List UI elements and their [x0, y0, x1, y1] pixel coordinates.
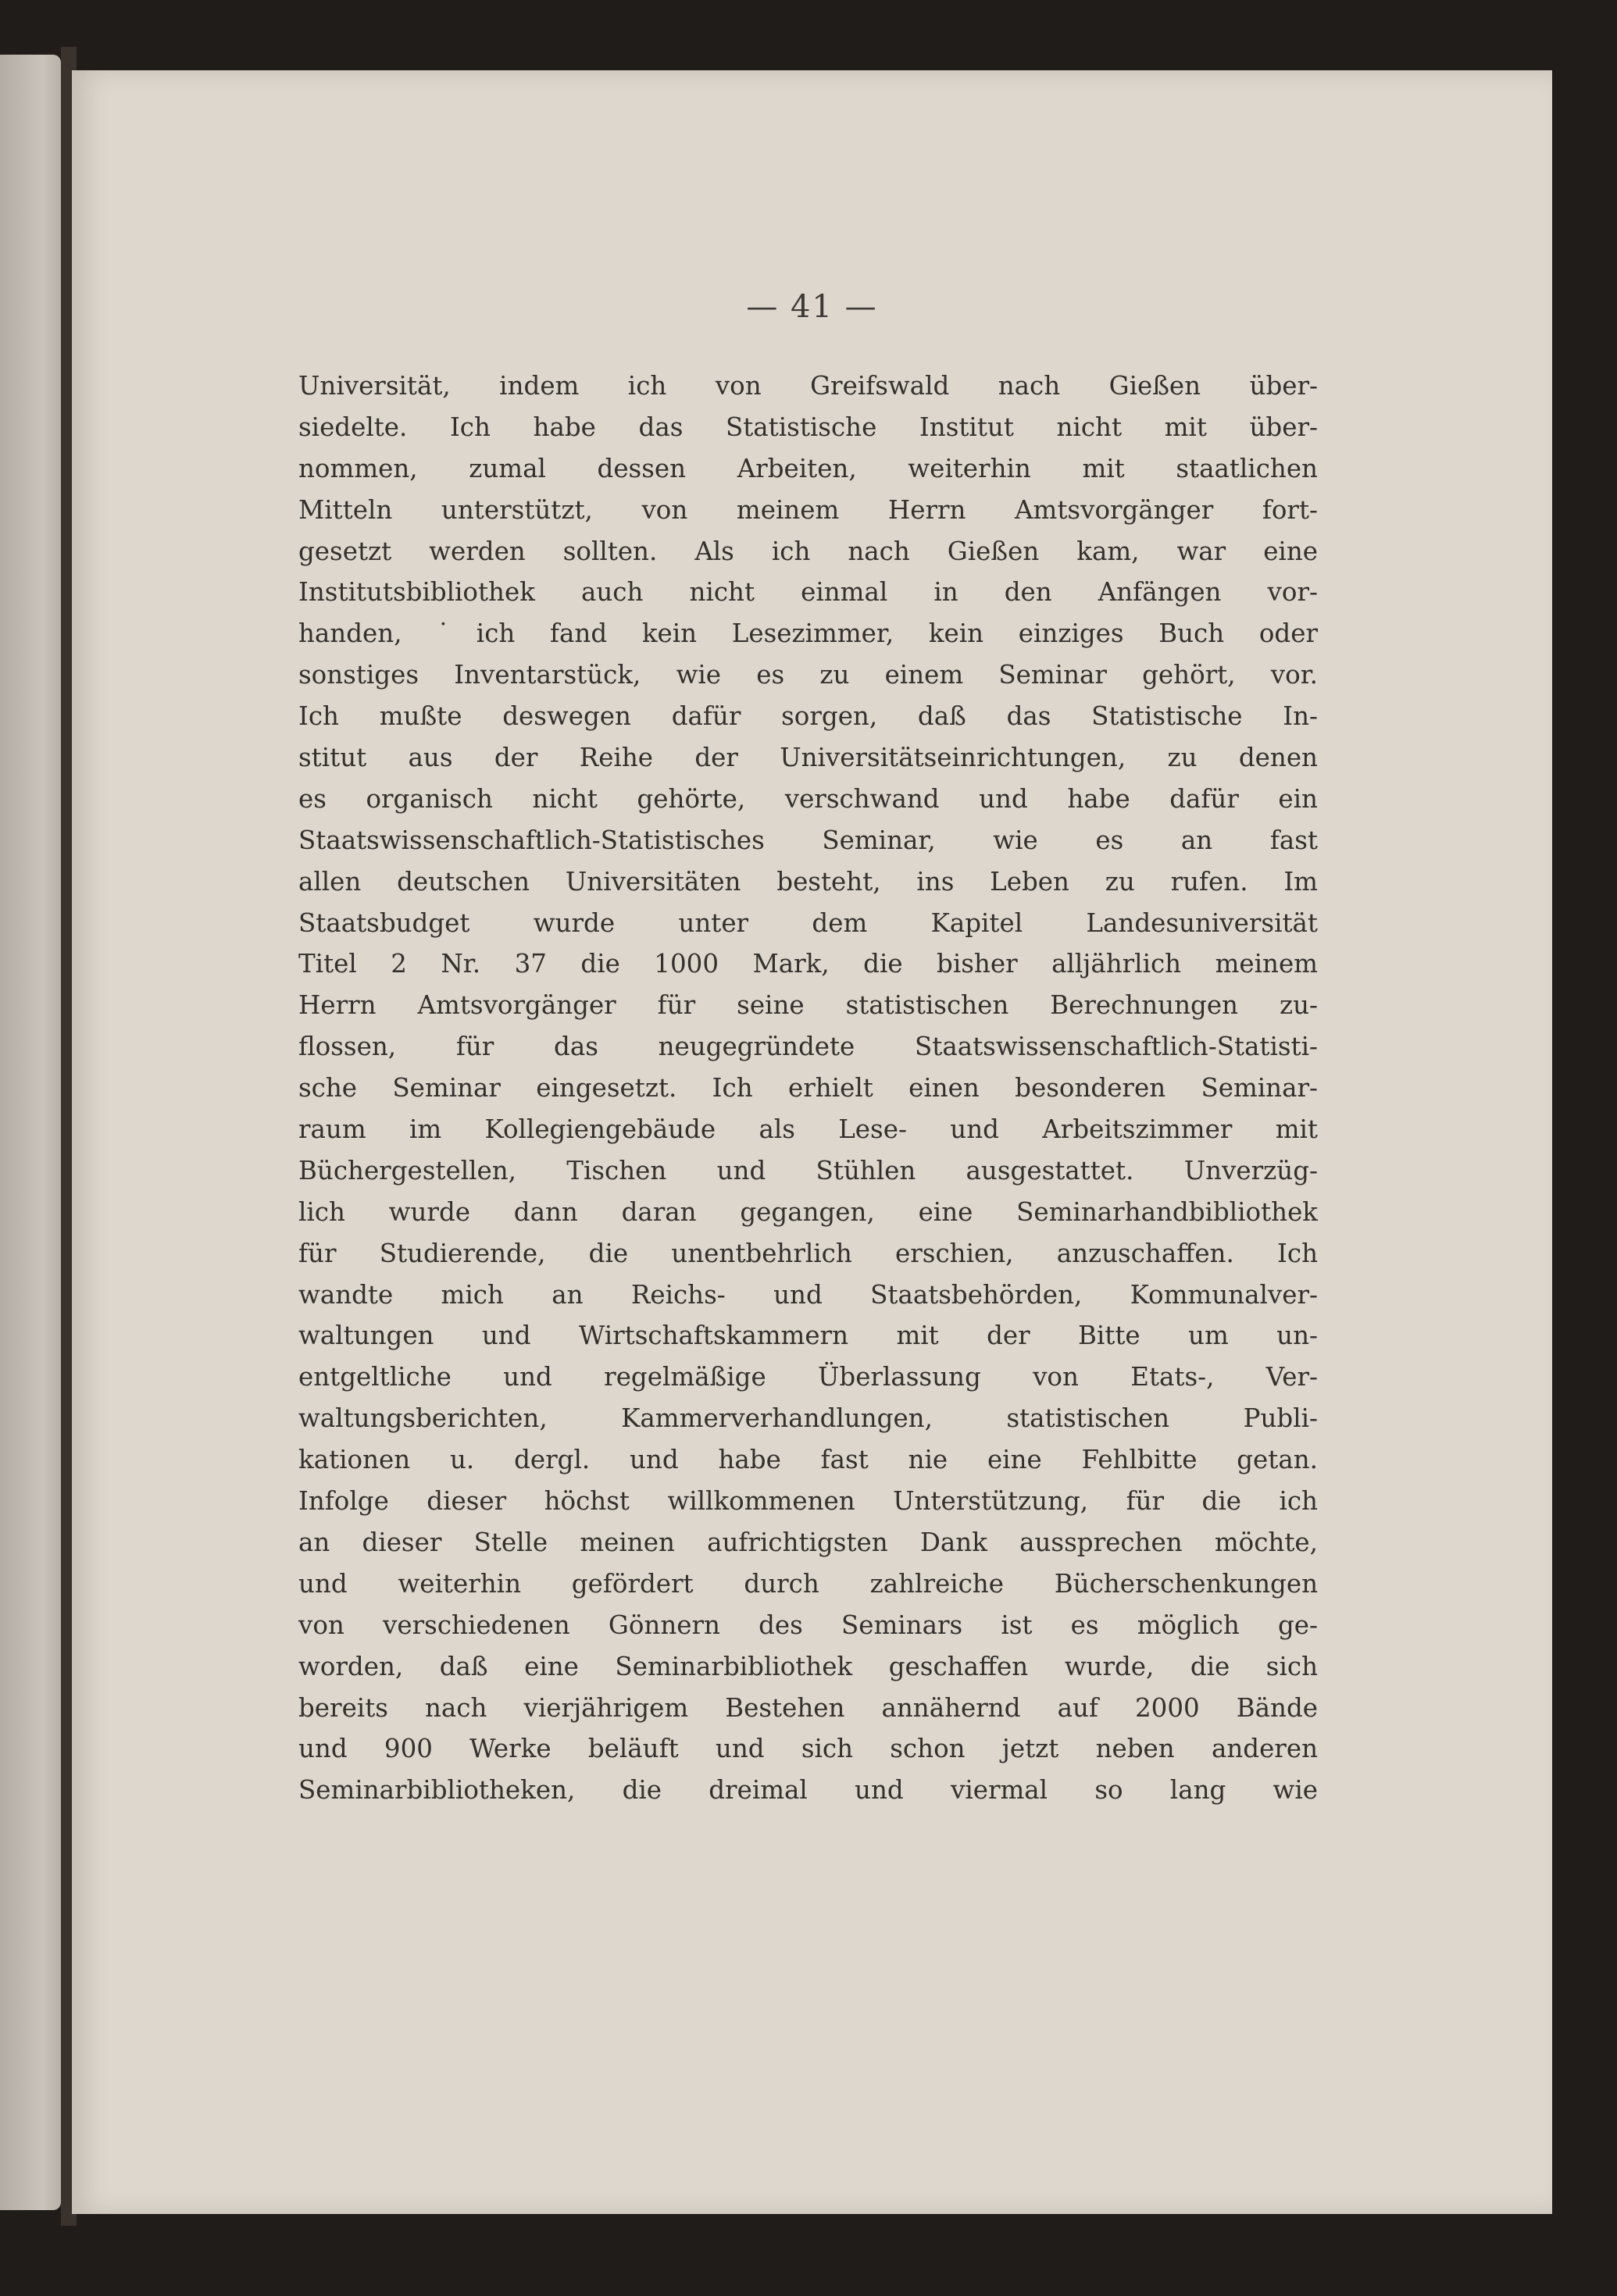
text-line: Staatswissenschaftlich-Statistisches Seminar, wie es an fast	[298, 825, 1318, 855]
text-line: es organisch nicht gehörte, verschwand und habe dafür ein	[298, 783, 1318, 814]
text-line: Herrn Amtsvorgänger für seine statistischen Berechnungen zu-	[298, 990, 1318, 1021]
text-line: Seminarbibliotheken, die dreimal und viermal so lang wie	[298, 1775, 1318, 1806]
text-line: Mitteln unterstützt, von meinem Herrn Amtsvorgänger fort-	[298, 494, 1318, 525]
text-line: Institutsbibliothek auch nicht einmal in den Anfängen vor-	[298, 577, 1318, 608]
text-line: sche Seminar eingesetzt. Ich erhielt einen besonderen Seminar-	[298, 1073, 1318, 1103]
text-line: und weiterhin gefördert durch zahlreiche Bücherschenkungen	[298, 1568, 1318, 1599]
page-number: — 41 —	[746, 289, 878, 325]
text-line: Staatsbudget wurde unter dem Kapitel Landesuniversität	[298, 907, 1318, 938]
text-line: gesetzt werden sollten. Als ich nach Gießen kam, war eine	[298, 536, 1318, 566]
text-line: Universität, indem ich von Greifswald nach Gießen über-	[298, 371, 1318, 401]
text-line: und 900 Werke beläuft und sich schon jetzt neben anderen	[298, 1734, 1318, 1764]
text-line: wandte mich an Reichs- und Staatsbehörden, Kommunalver-	[298, 1279, 1318, 1310]
facing-page-edge	[0, 55, 61, 2210]
text-line: Titel 2 Nr. 37 die 1000 Mark, die bisher alljährlich meinem	[298, 949, 1318, 979]
text-line: flossen, für das neugegründete Staatswissenschaftlich-Statisti-	[298, 1032, 1318, 1062]
body-text	[298, 365, 1318, 1811]
text-line: Büchergestellen, Tischen und Stühlen ausgestattet. Unverzüg-	[298, 1155, 1318, 1185]
book-page	[72, 70, 1552, 2214]
text-line: raum im Kollegiengebäude als Lese- und Arbeitszimmer mit	[298, 1114, 1318, 1145]
text-line: sonstiges Inventarstück, wie es zu einem Seminar gehört, vor.	[298, 660, 1318, 690]
text-line: kationen u. dergl. und habe fast nie eine Fehlbitte getan.	[298, 1445, 1318, 1475]
text-line: entgeltliche und regelmäßige Überlassung von Etats-, Ver-	[298, 1362, 1318, 1392]
text-line: allen deutschen Universitäten besteht, ins Leben zu rufen. Im	[298, 866, 1318, 897]
text-line: worden, daß eine Seminarbibliothek geschaffen wurde, die sich	[298, 1651, 1318, 1681]
text-line: waltungen und Wirtschaftskammern mit der Bitte um un-	[298, 1321, 1318, 1351]
text-line: von verschiedenen Gönnern des Seminars ist es möglich ge-	[298, 1610, 1318, 1640]
text-line: handen, ˙ich fand kein Lesezimmer, kein einziges Buch oder	[298, 619, 1318, 649]
text-line: für Studierende, die unentbehrlich erschien, anzuschaffen. Ich	[298, 1238, 1318, 1268]
text-line: an dieser Stelle meinen aufrichtigsten Dank aussprechen möchte,	[298, 1527, 1318, 1557]
text-line: bereits nach vierjährigem Bestehen annähernd auf 2000 Bände	[298, 1692, 1318, 1723]
text-line: waltungsberichten, Kammerverhandlungen, statistischen Publi-	[298, 1403, 1318, 1434]
text-line: siedelte. Ich habe das Statistische Institut nicht mit über-	[298, 412, 1318, 442]
text-line: Infolge dieser höchst willkommenen Unterstützung, für die ich	[298, 1486, 1318, 1517]
text-line: Ich mußte deswegen dafür sorgen, daß das Statistische In-	[298, 701, 1318, 732]
text-line: lich wurde dann daran gegangen, eine Seminarhandbibliothek	[298, 1196, 1318, 1227]
text-line: nommen, zumal dessen Arbeiten, weiterhin mit staatlichen	[298, 453, 1318, 483]
text-line: stitut aus der Reihe der Universitätseinrichtungen, zu denen	[298, 743, 1318, 773]
